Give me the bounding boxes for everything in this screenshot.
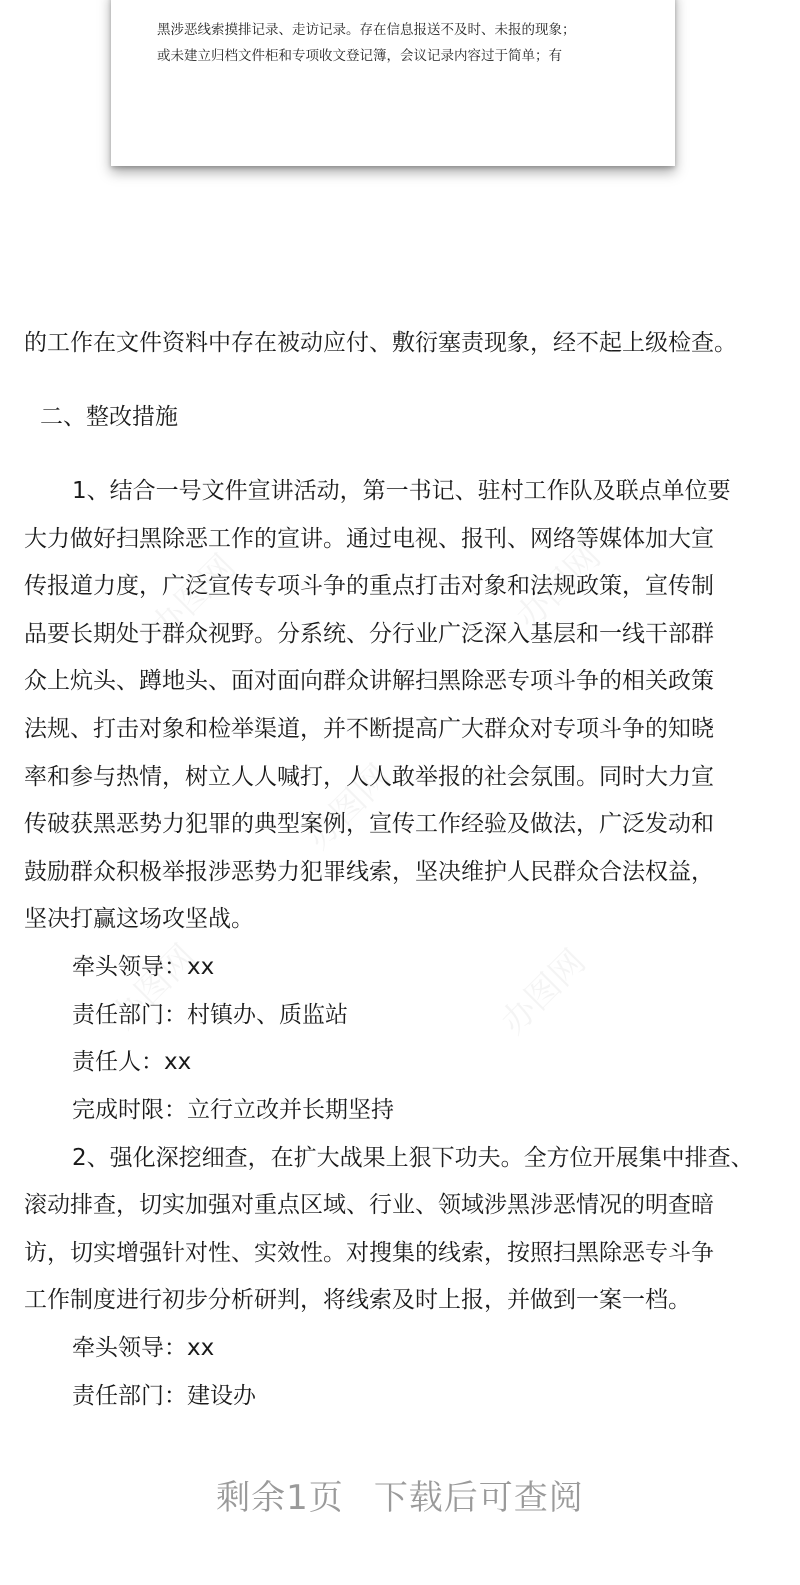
paragraph-line: 传报道力度，广泛宣传专项斗争的重点打击对象和法规政策，宣传制 — [24, 573, 714, 599]
document-preview-card — [111, 0, 675, 166]
paragraph-line: 坚决打赢这场攻坚战。 — [24, 906, 254, 932]
download-hint-label: 下载后可查阅 — [373, 1478, 584, 1518]
responsible-dept-line: 责任部门：村镇办、质监站 — [72, 1002, 348, 1028]
paragraph-line: 滚动排查，切实加强对重点区域、行业、领域涉黑涉恶情况的明查暗 — [24, 1192, 714, 1218]
paragraph-line: 的工作在文件资料中存在被动应付、敷衍塞责现象，经不起上级检查。 — [24, 330, 737, 356]
preview-text-line: 或未建立归档文件柜和专项收文登记簿，会议记录内容过于简单；有 — [157, 48, 562, 64]
paragraph-line: 2、强化深挖细查，在扩大战果上狠下功夫。全方位开展集中排查、 — [72, 1145, 754, 1171]
paragraph-line: 众上炕头、蹲地头、面对面向群众讲解扫黑除恶专项斗争的相关政策 — [24, 668, 714, 694]
remaining-pages-label: 剩余1页 — [216, 1478, 344, 1518]
responsible-dept-line: 责任部门：建设办 — [72, 1383, 256, 1409]
remaining-pages-banner[interactable] — [0, 1470, 800, 1519]
paragraph-line: 传破获黑恶势力犯罪的典型案例，宣传工作经验及做法，广泛发动和 — [24, 811, 714, 837]
paragraph-line: 访，切实增强针对性、实效性。对搜集的线索，按照扫黑除恶专斗争 — [24, 1240, 714, 1266]
paragraph-line: 法规、打击对象和检举渠道，并不断提高广大群众对专项斗争的知晓 — [24, 716, 714, 742]
paragraph-line: 率和参与热情，树立人人喊打，人人敢举报的社会氛围。同时大力宣 — [24, 764, 714, 790]
lead-leader-line: 牵头领导：xx — [72, 954, 215, 980]
paragraph-line: 工作制度进行初步分析研判，将线索及时上报，并做到一案一档。 — [24, 1287, 691, 1313]
deadline-line: 完成时限：立行立改并长期坚持 — [72, 1097, 394, 1123]
paragraph-line: 大力做好扫黑除恶工作的宣讲。通过电视、报刊、网络等媒体加大宣 — [24, 526, 714, 552]
lead-leader-line: 牵头领导：xx — [72, 1335, 215, 1361]
paragraph-line: 品要长期处于群众视野。分系统、分行业广泛深入基层和一线干部群 — [24, 621, 714, 647]
preview-text-line: 黑涉恶线索摸排记录、走访记录。存在信息报送不及时、未报的现象； — [157, 22, 576, 38]
paragraph-line: 1、结合一号文件宣讲活动，第一书记、驻村工作队及联点单位要 — [72, 478, 731, 504]
responsible-person-line: 责任人：xx — [72, 1049, 192, 1075]
paragraph-line: 鼓励群众积极举报涉恶势力犯罪线索，坚决维护人民群众合法权益， — [24, 859, 714, 885]
section-heading: 二、整改措施 — [40, 404, 178, 430]
watermark — [488, 936, 595, 1043]
